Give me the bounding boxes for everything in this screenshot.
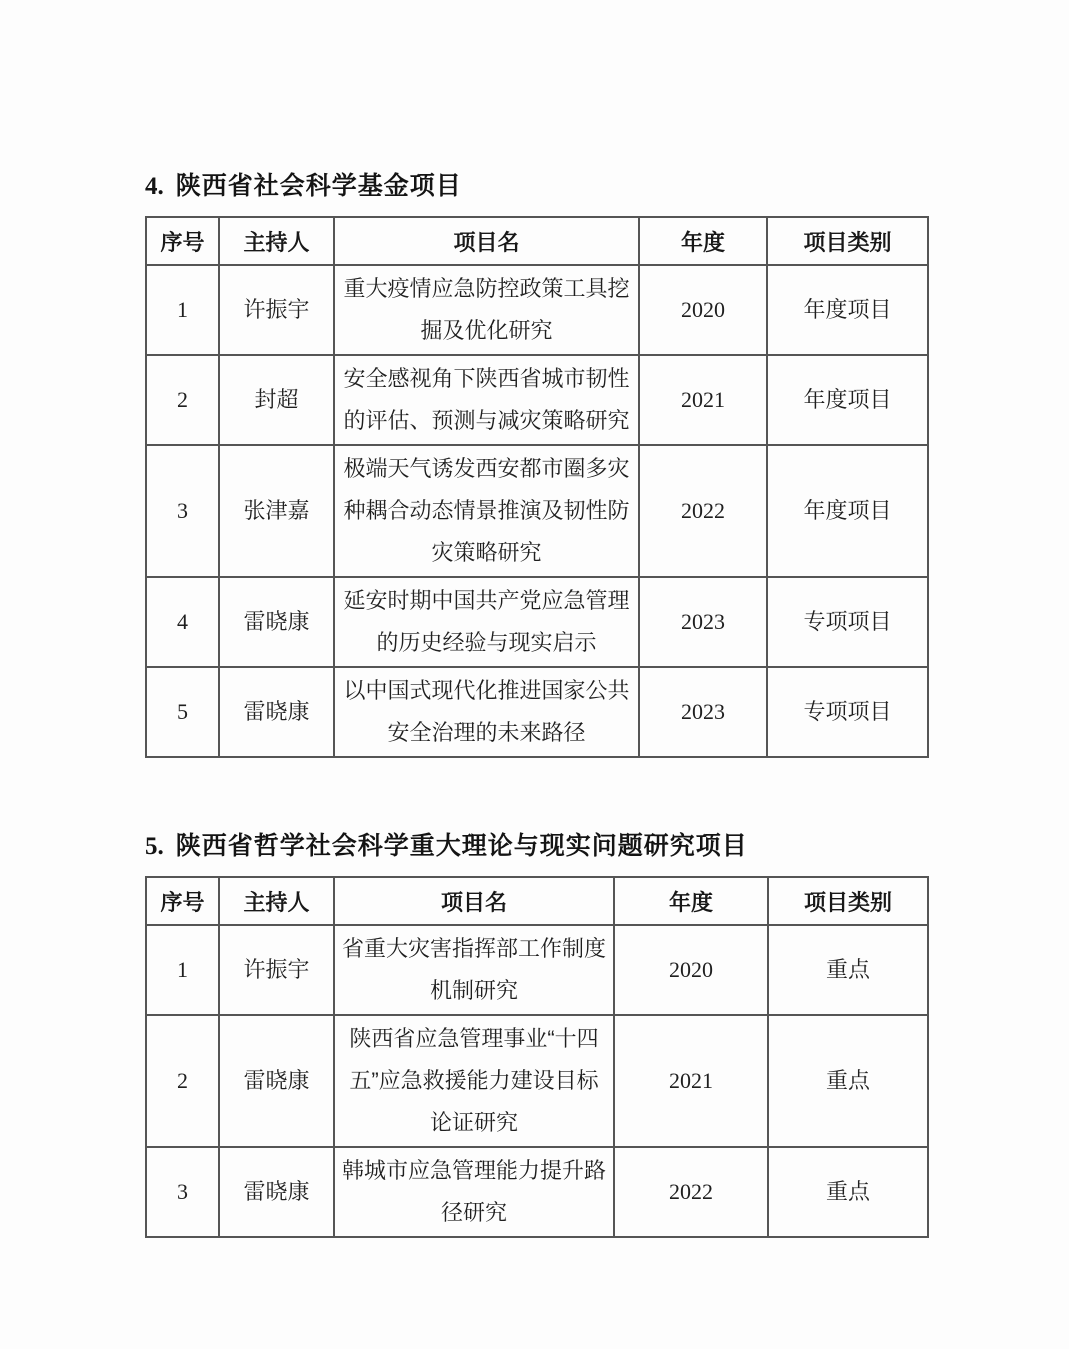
table2-header-category: 项目类别 [768,877,928,925]
cell-year: 2022 [614,1147,768,1237]
table1-header-year: 年度 [639,217,767,265]
cell-project-name: 以中国式现代化推进国家公共安全治理的未来路径 [334,667,639,757]
cell-year: 2020 [614,925,768,1015]
table-row [146,1015,928,1147]
cell-project-name: 安全感视角下陕西省城市韧性的评估、预测与减灾策略研究 [334,355,639,445]
cell-principal-investigator: 雷晓康 [219,577,334,667]
table-row [146,265,928,355]
document-content [145,0,929,1238]
cell-project-category: 重点 [768,1147,928,1237]
table-social-science-fund-projects [145,216,929,758]
cell-year: 2023 [639,577,767,667]
table1-header-row [146,217,928,265]
cell-serial-number: 1 [146,265,219,355]
table1-body [146,265,928,757]
table-row [146,355,928,445]
cell-project-category: 年度项目 [767,445,928,577]
table-philosophy-major-research-projects [145,876,929,1238]
cell-year: 2020 [639,265,767,355]
cell-project-category: 重点 [768,1015,928,1147]
section5-heading [145,826,929,862]
cell-principal-investigator: 雷晓康 [219,1015,334,1147]
cell-principal-investigator: 许振宇 [219,925,334,1015]
cell-serial-number: 3 [146,1147,219,1237]
table2-header-serial: 序号 [146,877,219,925]
cell-project-name: 韩城市应急管理能力提升路径研究 [334,1147,614,1237]
cell-serial-number: 2 [146,1015,219,1147]
table-row [146,1147,928,1237]
cell-year: 2021 [639,355,767,445]
cell-principal-investigator: 雷晓康 [219,1147,334,1237]
cell-project-category: 专项项目 [767,667,928,757]
table1-header-serial: 序号 [146,217,219,265]
section5-number: 5. [145,833,164,860]
cell-principal-investigator: 张津嘉 [219,445,334,577]
cell-project-category: 专项项目 [767,577,928,667]
table2-header [146,877,928,925]
cell-project-name: 重大疫情应急防控政策工具挖掘及优化研究 [334,265,639,355]
table-row [146,445,928,577]
table1-header-category: 项目类别 [767,217,928,265]
table2-header-pi: 主持人 [219,877,334,925]
table2-header-row [146,877,928,925]
table1-header-pi: 主持人 [219,217,334,265]
cell-project-category: 年度项目 [767,265,928,355]
section5-title: 陕西省哲学社会科学重大理论与现实问题研究项目 [175,832,748,860]
table1-header [146,217,928,265]
cell-project-name: 省重大灾害指挥部工作制度机制研究 [334,925,614,1015]
cell-project-category: 重点 [768,925,928,1015]
cell-year: 2023 [639,667,767,757]
cell-year: 2021 [614,1015,768,1147]
cell-project-name: 陕西省应急管理事业“十四五”应急救援能力建设目标论证研究 [334,1015,614,1147]
section4-heading [145,0,929,202]
cell-year: 2022 [639,445,767,577]
cell-serial-number: 2 [146,355,219,445]
cell-principal-investigator: 雷晓康 [219,667,334,757]
cell-principal-investigator: 许振宇 [219,265,334,355]
table2-header-project: 项目名 [334,877,614,925]
table2-header-year: 年度 [614,877,768,925]
cell-serial-number: 5 [146,667,219,757]
table-row [146,667,928,757]
table2-body [146,925,928,1237]
cell-serial-number: 3 [146,445,219,577]
cell-serial-number: 1 [146,925,219,1015]
cell-project-category: 年度项目 [767,355,928,445]
cell-principal-investigator: 封超 [219,355,334,445]
section4-title: 陕西省社会科学基金项目 [175,172,462,200]
table1-header-project: 项目名 [334,217,639,265]
section4-number: 4. [145,173,164,200]
cell-serial-number: 4 [146,577,219,667]
table-row [146,577,928,667]
cell-project-name: 极端天气诱发西安都市圈多灾种耦合动态情景推演及韧性防灾策略研究 [334,445,639,577]
cell-project-name: 延安时期中国共产党应急管理的历史经验与现实启示 [334,577,639,667]
table-row [146,925,928,1015]
